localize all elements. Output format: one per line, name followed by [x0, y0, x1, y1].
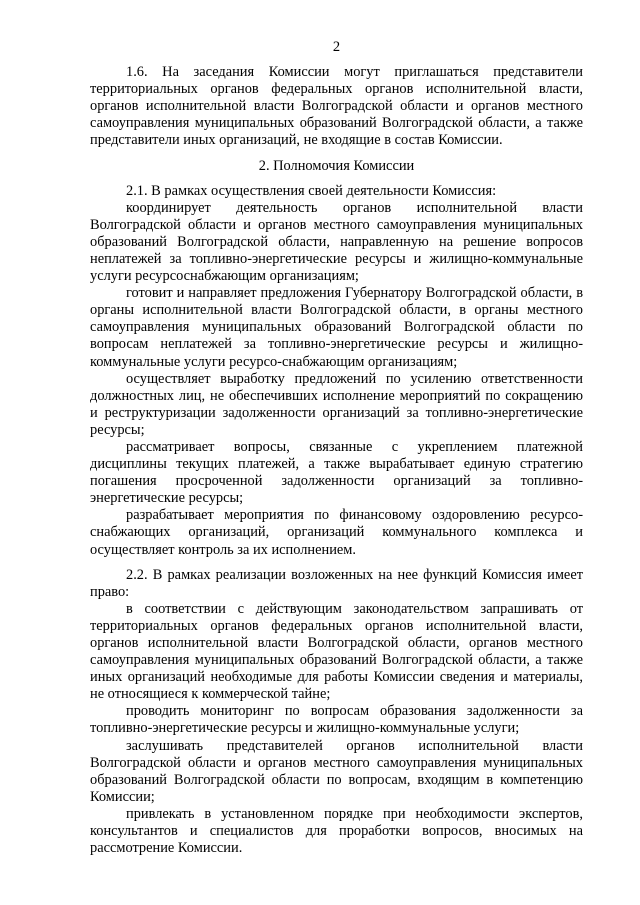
list-item: рассматривает вопросы, связанные с укреплением платежной дисциплины текущих платежей, а также вырабатывает единую стратегию погашения просроченной задолженности организаций за топливно-энергетические ресурсы; — [90, 438, 583, 507]
list-item: заслушивать представителей органов исполнительной власти Волгоградской области и органов местного самоуправления муниципальных образований Волгоградской области по вопросам, входящим в компетенцию Комиссии; — [90, 737, 583, 805]
list-item: координирует деятельность органов исполнительной власти Волгоградской области и органов местного самоуправления муниципальных образований Волгоградской области, направленную на решение вопросов неплатежей за топливно-энергетические ресурсы и жилищно-коммунальные услуги ресурсоснабжающим организациям; — [90, 199, 583, 285]
list-item: разрабатывает мероприятия по финансовому оздоровлению ресурсо-снабжающих организаций, организаций коммунального комплекса и осуществляет контроль за их исполнением. — [90, 507, 583, 558]
list-item: проводить мониторинг по вопросам образования задолженности за топливно-энергетические ресурсы и жилищно-коммунальные услуги; — [90, 703, 583, 737]
list-item: в соответствии с действующим законодательством запрашивать от территориальных органов федеральных органов исполнительной власти, органов исполнительной власти Волгоградской области, органов местного самоуправления муниципальных образований Волгоградской области, а также иных организаций необходимые для работы Комиссии сведения и материалы, не относящиеся к коммерческой тайне; — [90, 600, 583, 703]
list-item: готовит и направляет предложения Губернатору Волгоградской области, в органы исполнительной власти Волгоградской области, в органы местного самоуправления муниципальных образований Волгоградской области по вопросам неплатежей за топливно-энергетические ресурсы и жилищно-коммунальные услуги ресурсо-снабжающим организациям; — [90, 285, 583, 370]
section-2-heading: 2. Полномочия Комиссии — [258, 158, 415, 175]
paragraph-2-2: 2.2. В рамках реализации возложенных на нее функций Комиссия имеет право: — [90, 566, 583, 600]
list-item: осуществляет выработку предложений по усилению ответственности должностных лиц, не обеспечивших исполнение мероприятий по сокращению и реструктуризации задолженности организаций за топливно-энергетические ресурсы; — [90, 370, 583, 438]
paragraph-1-6: 1.6. На заседания Комиссии могут приглашаться представители территориальных органов федеральных органов исполнительной власти, органов исполнительной власти Волгоградской области и органов местного самоуправления муниципальных образований Волгоградской области, а также представители иных организаций, не входящие в состав Комиссии. — [90, 64, 583, 149]
page-number: 2 — [332, 39, 341, 55]
list-item: привлекать в установленном порядке при необходимости экспертов, консультантов и специалистов для проработки вопросов, вносимых на рассмотрение Комиссии. — [90, 805, 583, 857]
paragraph-2-1: 2.1. В рамках осуществления своей деятельности Комиссия: — [126, 182, 497, 199]
